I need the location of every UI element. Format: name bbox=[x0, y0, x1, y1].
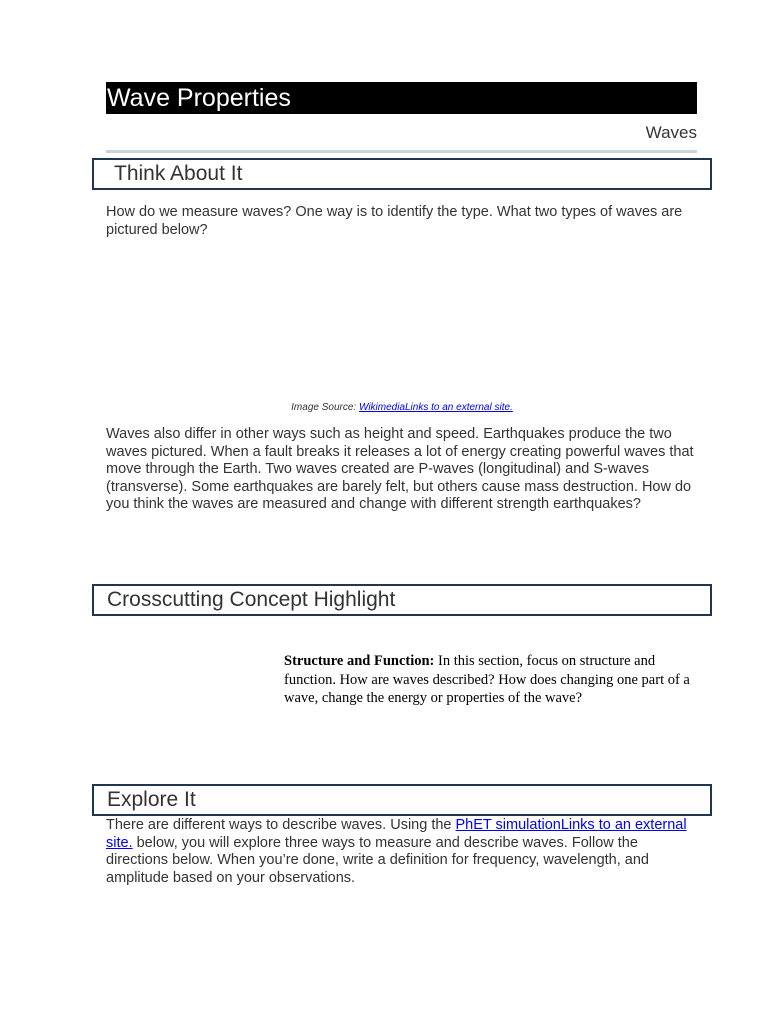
wikimedia-link[interactable]: WikimediaLinks to an external site. bbox=[358, 402, 513, 413]
title-divider bbox=[106, 150, 697, 153]
phet-simulation-link[interactable]: PhET simulationLinks to an external site. bbox=[106, 817, 687, 851]
section-heading-crosscutting: Crosscutting Concept Highlight bbox=[92, 584, 712, 616]
think-body-paragraph: Waves also differ in other ways such as height and speed. Earthquakes produce the two waves pictured. When a fault breaks it releases a lot of energy creating powerful waves that move through the Earth. Two waves created are P-waves (longitudinal) and S-waves (transverse). Some earthquakes are barely felt, but others cause mass destruction. How do you think the waves are measured and change with different strength earthquakes? bbox=[106, 426, 694, 512]
caption-prefix: Image Source: bbox=[291, 402, 359, 413]
crosscutting-description: In this section, focus on structure and function. How are waves described? How does changing one part of a wave, change the energy or properties of the wave? bbox=[284, 653, 690, 706]
crosscutting-label: Structure and Function: bbox=[284, 653, 435, 669]
page-title: Wave Properties bbox=[106, 82, 697, 114]
think-question: How do we measure waves? One way is to identify the type. What two types of waves are pictured below? bbox=[106, 204, 683, 238]
explore-text-before: There are different ways to describe waves. Using the bbox=[106, 817, 456, 833]
crosscutting-text bbox=[284, 652, 704, 708]
page-subtitle: Waves bbox=[645, 123, 697, 142]
image-source-caption bbox=[106, 402, 698, 413]
explore-paragraph bbox=[106, 817, 698, 887]
section-heading-explore-it: Explore It bbox=[92, 784, 712, 816]
explore-text-after: below, you will explore three ways to measure and describe waves. Follow the directions below. When you’re done, write a definition for frequency, wavelength, and amplitude based on your observations. bbox=[106, 834, 649, 886]
section-heading-think-about-it: Think About It bbox=[92, 158, 712, 190]
